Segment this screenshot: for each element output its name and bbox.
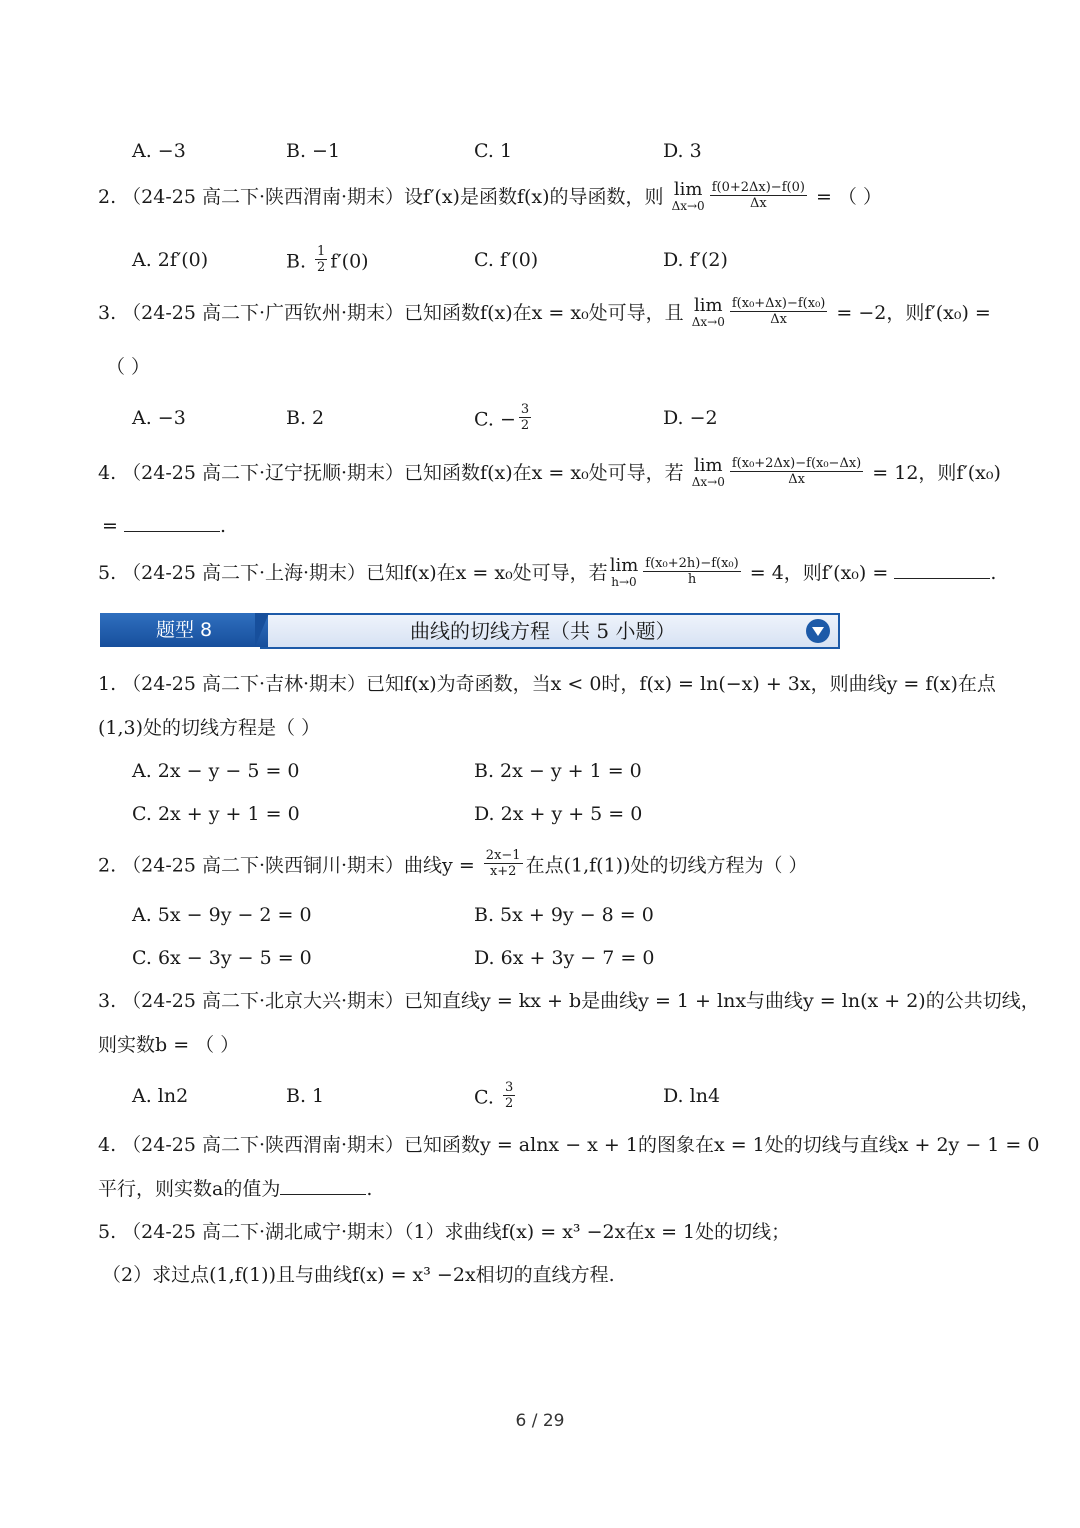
fraction: $\frac{f(0+2\Delta x)-f(0)}{\Delta x}$ <box>711 179 805 211</box>
question-1-line2: (1,3)处的切线方程是（ ） <box>98 717 321 739</box>
question-5-line2: （2）求过点(1,f(1))且与曲线f(x) = x³ −2x相切的直线方程. <box>102 1264 615 1286</box>
option-c: C. f′(0) <box>474 249 539 271</box>
question-2 <box>98 848 808 882</box>
question-text: 5. （24-25 高二下·上海·期末）已知f(x)在x = x₀处可导，若 <box>98 562 608 584</box>
question-tail: = 4，则f′(x₀) = <box>743 562 895 584</box>
question-3 <box>98 295 991 330</box>
option-d: D. 2x + y + 5 = 0 <box>474 803 643 825</box>
section-title: 曲线的切线方程（共 5 小题） <box>410 619 676 643</box>
question-tail: = （ ） <box>809 186 882 208</box>
option-b: B. −1 <box>286 140 341 162</box>
question-3-line2: 则实数b = （ ） <box>98 1034 240 1056</box>
option-d: D. −2 <box>663 407 718 429</box>
option-c: C. 1 <box>474 140 513 162</box>
question-tail: 在点(1,f(1))处的切线方程为（ ） <box>525 854 808 877</box>
limit: lim Δx→0 <box>691 295 725 329</box>
option-a: A. ln2 <box>132 1085 189 1107</box>
question-text: 4. （24-25 高二下·辽宁抚顺·期末）已知函数f(x)在x = x₀处可导，若 <box>98 462 690 484</box>
option-d: D. 6x + 3y − 7 = 0 <box>474 947 655 969</box>
question-3: 3. （24-25 高二下·北京大兴·期末）已知直线y = kx + b是曲线y = 1 + lnx与曲线y = ln(x + 2)的公共切线， <box>98 990 1040 1012</box>
option-b: B. 5x + 9y − 8 = 0 <box>474 904 654 926</box>
option-b: B. $\frac{1}{2}$ f′(0) <box>286 244 369 275</box>
option-c: C. 2x + y + 1 = 0 <box>132 803 300 825</box>
fraction: $\frac{3}{2}$ <box>520 402 530 433</box>
option-c: C. $\frac{3}{2}$ <box>474 1080 514 1111</box>
option-a: A. −3 <box>132 407 186 429</box>
option-b: B. 1 <box>286 1085 325 1107</box>
limit: lim h→0 <box>609 555 639 589</box>
option-b: B. 2x − y + 1 = 0 <box>474 760 642 782</box>
chevron-down-icon[interactable] <box>806 619 830 643</box>
option-a: A. 5x − 9y − 2 = 0 <box>132 904 312 926</box>
answer-blank[interactable] <box>124 513 220 532</box>
fraction: $\frac{\text{f(x₀+Δx)−f(x₀)}}{\Delta x}$ <box>731 295 826 327</box>
section-tab: 题型 8 <box>100 613 268 647</box>
option-b: B. 2 <box>286 407 325 429</box>
option-a: A. 2f′(0) <box>132 249 209 271</box>
tab-slant <box>255 613 269 647</box>
question-5: 5. （24-25 高二下·湖北咸宁·期末）（1）求曲线f(x) = x³ −2x在x = 1处的切线； <box>98 1221 791 1243</box>
option-c: C. − $\frac{3}{2}$ <box>474 402 530 433</box>
question-4-line2: 平行，则实数a的值为 . <box>98 1178 373 1200</box>
question-1: 1. （24-25 高二下·吉林·期末）已知f(x)为奇函数，当x < 0时，f(x) = ln(−x) + 3x，则曲线y = f(x)在点 <box>98 673 996 695</box>
option-d: D. ln4 <box>663 1085 721 1107</box>
fill-blank-line: = . <box>102 515 227 537</box>
page-number: 6 / 29 <box>515 1411 565 1431</box>
option-d: D. 3 <box>663 140 702 162</box>
question-tail: = 12，则f′(x₀) <box>866 462 1001 484</box>
limit: lim Δx→0 <box>671 179 705 213</box>
section-banner <box>100 611 836 649</box>
question-text: 2. （24-25 高二下·陕西渭南·期末）设f′(x)是函数f(x)的导函数，则 <box>98 186 670 208</box>
option-c: C. 6x − 3y − 5 = 0 <box>132 947 312 969</box>
question-text: 2. （24-25 高二下·陕西铜川·期末）曲线y = <box>98 854 481 877</box>
answer-blank[interactable] <box>280 1176 366 1195</box>
question-4: 4. （24-25 高二下·陕西渭南·期末）已知函数y = alnx − x + 1的图象在x = 1处的切线与直线x + 2y − 1 = 0 <box>98 1134 1040 1156</box>
fraction: $\frac{\text{f(x₀+2Δx)−f(x₀−Δx)}}{\Delta x}$ <box>731 455 862 487</box>
fraction: $\frac{\text{f(x₀+2h)−f(x₀)}}{h}$ <box>645 555 739 587</box>
question-text: 3. （24-25 高二下·广西钦州·期末）已知函数f(x)在x = x₀处可导，且 <box>98 302 690 324</box>
option-a: A. −3 <box>132 140 186 162</box>
answer-paren: （ ） <box>106 356 151 378</box>
question-tail: = −2，则f′(x₀) = <box>830 302 991 324</box>
fraction: $\frac{2x-1}{x+2}$ <box>485 848 521 879</box>
question-4 <box>98 455 1001 490</box>
answer-blank[interactable] <box>894 560 990 579</box>
option-a: A. 2x − y − 5 = 0 <box>132 760 300 782</box>
question-2 <box>98 179 882 214</box>
section-title-bar <box>260 613 840 649</box>
fraction: $\frac{3}{2}$ <box>504 1080 514 1111</box>
option-d: D. f′(2) <box>663 249 728 271</box>
question-5: 5. （24-25 高二下·上海·期末）已知f(x)在x = x₀处可导，若 lim h→0 $\frac{\text{f(x₀+2h)−f(x₀)}}{h}$ = 4，则f′(x₀) = . <box>98 555 997 589</box>
limit: lim Δx→0 <box>691 455 725 489</box>
fraction: $\frac{1}{2}$ <box>317 244 326 275</box>
